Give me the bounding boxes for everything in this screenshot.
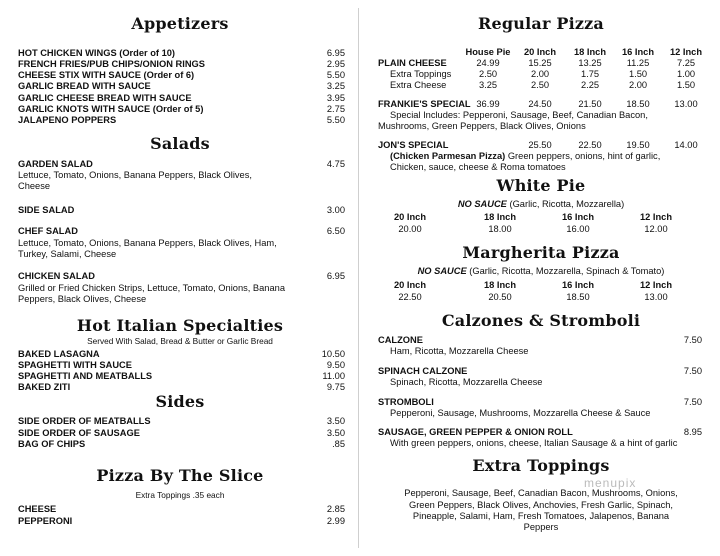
- white-pie-note: [362, 199, 720, 210]
- pizza-price: 22.50: [578, 140, 602, 150]
- pizza-price: 1.00: [676, 69, 696, 79]
- size-header: 20 Inch: [393, 212, 427, 222]
- pizza-price: 1.50: [628, 69, 648, 79]
- appetizers-heading: Appetizers: [131, 14, 229, 33]
- hot-italian-note: Served With Salad, Bread & Butter or Garlic Bread: [87, 336, 273, 346]
- pizza-price: 24.99: [476, 58, 500, 68]
- menu-item-price: 6.50: [326, 226, 345, 236]
- pizza-price: 7.25: [676, 58, 696, 68]
- size-header: 16 Inch: [561, 212, 595, 222]
- menu-item-name: CHEESE: [18, 504, 57, 514]
- menu-item-description: Pepperoni, Sausage, Mushrooms, Mozzarella Cheese & Sauce: [390, 408, 651, 418]
- slice-heading: Pizza By The Slice: [96, 466, 264, 485]
- menu-item-name: GARDEN SALAD: [18, 159, 93, 169]
- menu-item-price: 2.95: [326, 59, 345, 69]
- pizza-price: 22.50: [398, 292, 422, 302]
- pizza-price: 18.00: [488, 224, 512, 234]
- menu-item-name: SIDE SALAD: [18, 205, 75, 215]
- menu-item-name: SPINACH CALZONE: [378, 366, 468, 376]
- menu-item-price: 3.50: [326, 428, 345, 438]
- toppings-line: Green Peppers, Black Olives, Anchovies, Fresh Garlic, Spinach,: [408, 500, 674, 510]
- menu-item-description: Lettuce, Tomato, Onions, Banana Peppers, Black Olives,: [18, 170, 252, 180]
- white-pie-heading: White Pie: [496, 176, 586, 195]
- menu-item-price: 7.50: [683, 397, 702, 407]
- menu-item-description: Spinach, Ricotta, Mozzarella Cheese: [390, 377, 543, 387]
- pizza-price: 15.25: [528, 58, 552, 68]
- menu-item-price: 9.75: [326, 382, 345, 392]
- menu-item-name: BAKED LASAGNA: [18, 349, 100, 359]
- menu-item-description: Lettuce, Tomato, Onions, Banana Peppers, Black Olives, Ham,: [18, 238, 277, 248]
- pizza-price: 13.00: [674, 99, 698, 109]
- pizza-price: 11.25: [626, 58, 650, 68]
- toppings-line: Peppers: [523, 522, 559, 532]
- menu-item-name: GARLIC KNOTS WITH SAUCE (Order of 5): [18, 104, 204, 114]
- menu-item-price: 2.75: [326, 104, 345, 114]
- menu-item-price: 9.50: [326, 360, 345, 370]
- pizza-subtitle: (Chicken Parmesan Pizza): [390, 151, 506, 161]
- menu-item-price: 5.50: [326, 115, 345, 125]
- menu-item-name: BAKED ZITI: [18, 382, 71, 392]
- pizza-name: JON'S SPECIAL: [378, 140, 449, 150]
- menu-item-description: Peppers, Black Olives, Cheese: [18, 294, 147, 304]
- menu-item-price: 3.95: [326, 93, 345, 103]
- pizza-description: Mushrooms, Green Peppers, Black Olives, Onions: [378, 121, 586, 131]
- pizza-price: 21.50: [578, 99, 602, 109]
- pizza-price: 2.00: [530, 69, 550, 79]
- menu-item-name: GARLIC CHEESE BREAD WITH SAUCE: [18, 93, 192, 103]
- toppings-line: Pineapple, Salami, Ham, Fresh Tomatoes, Jalapenos, Banana: [412, 511, 670, 521]
- menu-item-price: 6.95: [326, 48, 345, 58]
- menu-item-price: .85: [332, 439, 345, 449]
- extra-toppings-heading: Extra Toppings: [472, 456, 610, 475]
- pizza-price: 12.00: [644, 224, 668, 234]
- pizza-option: Extra Cheese: [390, 80, 447, 90]
- pizza-price: 13.00: [644, 292, 668, 302]
- menu-item-description: With green peppers, onions, cheese, Italian Sausage & a hint of garlic: [390, 438, 678, 448]
- menu-item-price: 11.00: [322, 371, 345, 381]
- menu-item-price: 3.25: [326, 81, 345, 91]
- pizza-price: 18.50: [566, 292, 590, 302]
- size-header: 12 Inch: [669, 47, 703, 57]
- size-header: 20 Inch: [393, 280, 427, 290]
- pizza-price: 19.50: [626, 140, 650, 150]
- pizza-description: [390, 151, 660, 162]
- menu-item-price: 8.95: [683, 427, 702, 437]
- pizza-description-text: Green peppers, onions, hint of garlic,: [505, 151, 661, 161]
- pizza-price: 20.50: [488, 292, 512, 302]
- pizza-price: 3.25: [478, 80, 498, 90]
- pizza-name: PLAIN CHEESE: [378, 58, 447, 68]
- menu-item-name: CALZONE: [378, 335, 423, 345]
- margherita-note: [362, 266, 720, 277]
- size-header: 12 Inch: [639, 280, 673, 290]
- watermark: menupix: [584, 476, 637, 490]
- size-header: 18 Inch: [483, 212, 517, 222]
- size-header: House Pie: [465, 47, 511, 57]
- menu-item-price: 5.50: [326, 70, 345, 80]
- menu-item-name: SAUSAGE, GREEN PEPPER & ONION ROLL: [378, 427, 573, 437]
- pizza-name: FRANKIE'S SPECIAL: [378, 99, 471, 109]
- pizza-price: 25.50: [528, 140, 552, 150]
- menu-item-name: STROMBOLI: [378, 397, 434, 407]
- menu-item-price: 2.99: [326, 516, 345, 526]
- menu-item-price: 3.00: [326, 205, 345, 215]
- menu-item-description: Turkey, Salami, Cheese: [18, 249, 117, 259]
- pizza-price: 18.50: [626, 99, 650, 109]
- sides-heading: Sides: [155, 392, 205, 411]
- menu-item-name: CHICKEN SALAD: [18, 271, 95, 281]
- menu-item-name: SIDE ORDER OF SAUSAGE: [18, 428, 140, 438]
- menu-item-name: HOT CHICKEN WINGS (Order of 10): [18, 48, 176, 58]
- menu-item-price: 4.75: [326, 159, 345, 169]
- pizza-price: 13.25: [578, 58, 602, 68]
- menu-item-name: CHEESE STIX WITH SAUCE (Order of 6): [18, 70, 195, 80]
- menu-item-price: 3.50: [326, 416, 345, 426]
- menu-item-name: PEPPERONI: [18, 516, 73, 526]
- pizza-price: 2.00: [628, 80, 648, 90]
- pizza-description: Chicken, sauce, cheese & Roma tomatoes: [390, 162, 566, 172]
- menu-item-name: FRENCH FRIES/PUB CHIPS/ONION RINGS: [18, 59, 205, 69]
- pizza-price: 24.50: [528, 99, 552, 109]
- size-header: 12 Inch: [639, 212, 673, 222]
- pizza-price: 20.00: [398, 224, 422, 234]
- menu-item-name: JALAPENO POPPERS: [18, 115, 117, 125]
- size-header: 20 Inch: [523, 47, 557, 57]
- menu-item-price: 7.50: [683, 366, 702, 376]
- menu-item-description: Cheese: [18, 181, 51, 191]
- menu-item-price: 10.50: [321, 349, 345, 359]
- pizza-price: 2.25: [580, 80, 600, 90]
- slice-note: Extra Toppings .35 each: [135, 490, 225, 500]
- size-header: 16 Inch: [621, 47, 655, 57]
- pizza-price: 36.99: [476, 99, 500, 109]
- pizza-option: Extra Toppings: [390, 69, 452, 79]
- menu-item-description: Ham, Ricotta, Mozzarella Cheese: [390, 346, 529, 356]
- pizza-price: 2.50: [478, 69, 498, 79]
- no-sauce-label: NO SAUCE: [417, 266, 467, 276]
- menu-item-name: SPAGHETTI WITH SAUCE: [18, 360, 132, 370]
- size-header: 18 Inch: [573, 47, 607, 57]
- calzones-heading: Calzones & Stromboli: [441, 311, 641, 330]
- hot-italian-heading: Hot Italian Specialties: [76, 316, 284, 335]
- menu-item-price: 6.95: [326, 271, 345, 281]
- toppings-line: Pepperoni, Sausage, Beef, Canadian Bacon, Mushrooms, Onions,: [404, 488, 678, 498]
- no-sauce-label: NO SAUCE: [457, 199, 507, 209]
- margherita-ingredients: (Garlic, Ricotta, Mozzarella, Spinach & Tomato): [466, 266, 665, 276]
- size-header: 18 Inch: [483, 280, 517, 290]
- pizza-price: 16.00: [566, 224, 590, 234]
- menu-item-price: 7.50: [683, 335, 702, 345]
- menu-item-description: Grilled or Fried Chicken Strips, Lettuce, Tomato, Onions, Banana: [18, 283, 285, 293]
- margherita-heading: Margherita Pizza: [462, 243, 620, 262]
- white-pie-ingredients: (Garlic, Ricotta, Mozzarella): [506, 199, 625, 209]
- pizza-price: 1.75: [580, 69, 600, 79]
- pizza-price: 1.50: [676, 80, 696, 90]
- menu-item-name: SPAGHETTI AND MEATBALLS: [18, 371, 153, 381]
- pizza-price: 14.00: [674, 140, 698, 150]
- pizza-price: 2.50: [530, 80, 550, 90]
- salads-heading: Salads: [150, 134, 210, 153]
- menu-item-name: SIDE ORDER OF MEATBALLS: [18, 416, 151, 426]
- pizza-description: Special Includes: Pepperoni, Sausage, Beef, Canadian Bacon,: [390, 110, 648, 120]
- size-header: 16 Inch: [561, 280, 595, 290]
- menu-item-name: BAG OF CHIPS: [18, 439, 86, 449]
- regular-pizza-heading: Regular Pizza: [478, 14, 604, 33]
- menu-item-name: CHEF SALAD: [18, 226, 78, 236]
- menu-item-price: 2.85: [326, 504, 345, 514]
- menu-item-name: GARLIC BREAD WITH SAUCE: [18, 81, 151, 91]
